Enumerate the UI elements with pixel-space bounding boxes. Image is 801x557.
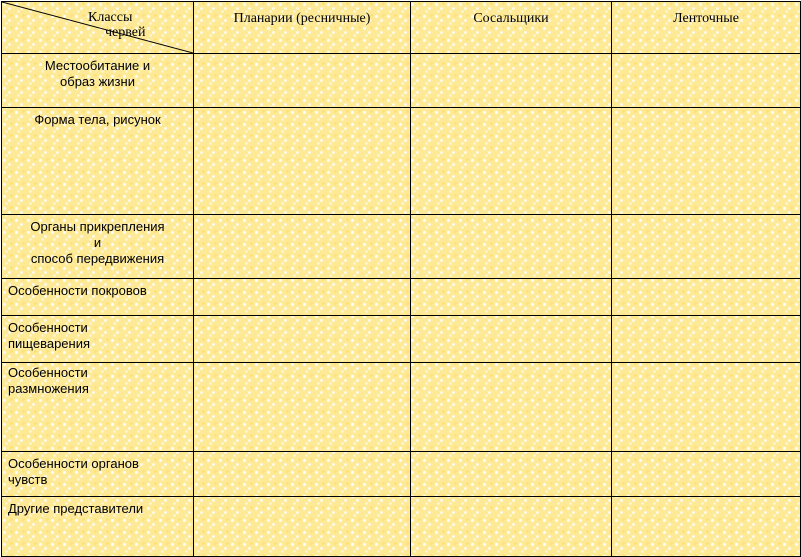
label-line: образ жизни [60,74,135,89]
table-cell [194,279,411,316]
table-row [2,108,801,215]
table-cell [612,215,801,279]
table-row [2,279,801,316]
table-cell [194,363,411,452]
table-cell [612,363,801,452]
row-label-body-shape [2,108,194,215]
label-line: Органы прикрепления [30,219,165,234]
table-cell [612,452,801,497]
table-cell [411,215,612,279]
table-row [2,215,801,279]
label-line: Форма тела, рисунок [34,112,161,127]
row-label-sense-organs [2,452,194,497]
table-cell [411,108,612,215]
table-row [2,452,801,497]
worms-classification-table [1,1,801,557]
table-cell [411,316,612,363]
table-row [2,54,801,108]
table-cell [411,497,612,557]
row-label-integument [2,279,194,316]
label-line: пищеварения [8,336,91,351]
table-row [2,363,801,452]
table-cell [612,54,801,108]
worms-table-wrapper [1,1,800,556]
table-row [2,316,801,363]
row-label-reproduction [2,363,194,452]
table-cell [194,316,411,363]
label-line: способ передвижения [30,251,165,266]
table-row [2,497,801,557]
label-line: чувств [8,472,48,487]
table-cell [612,108,801,215]
corner-label-classes: Классы [88,10,133,25]
table-cell [411,452,612,497]
table-cell [612,279,801,316]
table-cell [194,497,411,557]
label-line: Особенности органов [8,456,139,471]
header-row [2,2,801,54]
row-label-attachment-organs [2,215,194,279]
label-line: размножения [8,381,89,396]
table-cell [411,363,612,452]
label-line: Особенности [8,320,88,335]
label-line: Особенности [8,365,88,380]
corner-label-worms: червей [105,25,146,40]
table-cell [612,316,801,363]
column-header-tapeworms: Ленточные [612,2,801,54]
row-label-digestion [2,316,194,363]
table-cell [612,497,801,557]
column-header-flukes: Сосальщики [411,2,612,54]
table-cell [194,108,411,215]
corner-header-cell [2,2,194,54]
row-label-other-representatives [2,497,194,557]
label-line: Местообитание и [44,58,151,73]
label-line: Другие представители [8,501,144,516]
label-line: и [93,235,102,250]
table-cell [194,215,411,279]
row-label-habitat [2,54,194,108]
column-header-planarians: Планарии (ресничные) [194,2,411,54]
table-cell [411,54,612,108]
label-line: Особенности покровов [8,283,147,298]
table-cell [194,452,411,497]
table-cell [411,279,612,316]
table-cell [194,54,411,108]
